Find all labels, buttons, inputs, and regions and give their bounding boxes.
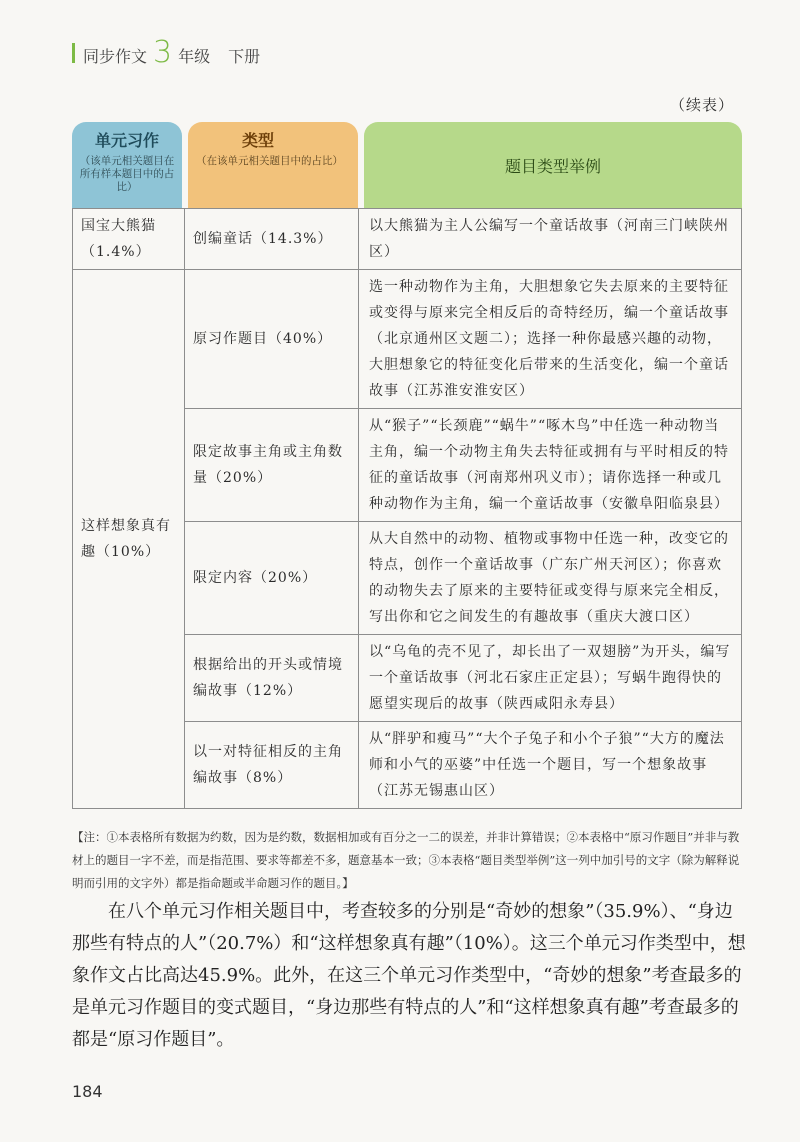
- header-unit-column: [72, 122, 182, 208]
- header-type-title: 类型: [241, 131, 274, 150]
- type-cell: 根据给出的开头或情境编故事（12%）: [185, 635, 359, 722]
- header-type-column: [188, 122, 358, 208]
- type-cell: 以一对特征相反的主角编故事（8%）: [185, 722, 359, 809]
- example-cell: 以大熊猫为主人公编写一个童话故事（河南三门峡陕州区）: [359, 209, 742, 270]
- page-number: 184: [72, 1082, 103, 1101]
- header-grade-label: 年级: [178, 47, 211, 66]
- example-cell: 选一种动物作为主角，大胆想象它失去原来的主要特征或变得与原来完全相反后的奇特经历，编一个童话故事（北京通州区文题二）；选择一种你最感兴趣的动物，大胆想象它的特征变化后带来的生活变化，编一个童话故事（江苏淮安淮安区）: [359, 270, 742, 409]
- header-unit-subtitle: （该单元相关题目在所有样本题目中的占比）: [79, 155, 175, 194]
- header-example-column: [364, 122, 742, 208]
- example-cell: 从大自然中的动物、植物或事物中任选一种，改变它的特点，创作一个童话故事（广东广州天河区）；你喜欢的动物失去了原来的主要特征或变得与原来完全相反，写出你和它之间发生的有趣故事（重庆大渡口区）: [359, 522, 742, 635]
- header-accent-bar: [72, 43, 75, 63]
- table-row: [73, 270, 742, 409]
- table-header-row: [72, 122, 742, 208]
- example-cell: 从“猴子”“长颈鹿”“蜗牛”“啄木鸟”中任选一种动物当主角，编一个动物主角失去特征或拥有与平时相反的特征的童话故事（河南郑州巩义市）；请你选择一种或几种动物作为主角，编一个童话故事（安徽阜阳临泉县）: [359, 409, 742, 522]
- table-body: [72, 208, 742, 809]
- body-paragraph: [72, 896, 748, 1056]
- type-cell: 限定故事主角或主角数量（20%）: [185, 409, 359, 522]
- header-book-title: 同步作文: [83, 47, 148, 66]
- table-row: [73, 209, 742, 270]
- type-cell: 创编童话（14.3%）: [185, 209, 359, 270]
- type-cell: 限定内容（20%）: [185, 522, 359, 635]
- header-type-subtitle: （在该单元相关题目中的占比）: [196, 155, 343, 167]
- body-paragraph-text: 在八个单元习作相关题目中，考查较多的分别是“奇妙的想象”（35.9%）、“身边那些有特点的人”（20.7%）和“这样想象真有趣”（10%）。这三个单元习作类型中，想象作文占比高达45.9%。此外，在这三个单元习作类型中，“奇妙的想象”考查最多的是单元习作题目的变式题目，“身边那些有特点的人”和“这样想象真有趣”考查最多的都是“原习作题目”。: [72, 901, 746, 1050]
- header-unit-title: 单元习作: [94, 131, 159, 150]
- exam-table: [72, 122, 742, 809]
- example-cell: 从“胖驴和瘦马”“大个子兔子和小个子狼”“大方的魔法师和小气的巫婆”中任选一个题目，写一个想象故事（江苏无锡惠山区）: [359, 722, 742, 809]
- header-grade-number: 3: [153, 35, 173, 70]
- header-example-title: 题目类型举例: [504, 156, 601, 176]
- running-header: [72, 35, 261, 70]
- example-cell: 以“乌龟的壳不见了，却长出了一双翅膀”为开头，编写一个童话故事（河北石家庄正定县）；写蜗牛跑得快的愿望实现后的故事（陕西咸阳永寿县）: [359, 635, 742, 722]
- unit-cell: 这样想象真有趣（10%）: [73, 270, 185, 809]
- continued-label: （续表）: [669, 96, 734, 114]
- type-cell: 原习作题目（40%）: [185, 270, 359, 409]
- header-volume: 下册: [228, 47, 261, 66]
- table-note: 【注：①本表格所有数据为约数，因为是约数，数据相加或有百分之一二的误差，并非计算错误；②本表格中“原习作题目”并非与教材上的题目一字不差，而是指范围、要求等都差不多，题意基本一致；③本表格“题目类型举例”这一列中加引号的文字（除为解释说明而引用的文字外）都是指命题或半命题习作的题目。】: [72, 830, 740, 890]
- unit-cell: 国宝大熊猫（1.4%）: [73, 209, 185, 270]
